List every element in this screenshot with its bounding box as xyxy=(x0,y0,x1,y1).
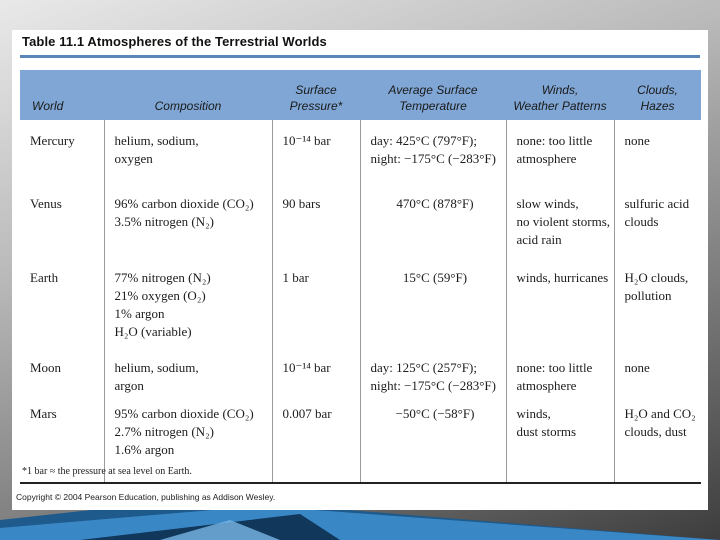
cell-composition-line: 1.6% argon xyxy=(114,442,175,458)
header-temperature: Average Surface Temperature xyxy=(360,70,506,120)
cell-composition-line: 96% carbon dioxide (CO₂) xyxy=(114,196,254,212)
cell-temperature-line: 15°C (59°F) xyxy=(402,269,468,285)
cell-clouds xyxy=(614,265,701,355)
header-winds: Winds, Weather Patterns xyxy=(506,70,614,120)
cell-winds xyxy=(506,355,614,402)
table-row xyxy=(20,120,701,191)
cell-clouds xyxy=(614,191,701,264)
cell-pressure: 0.007 bar xyxy=(272,401,360,483)
table-card xyxy=(12,30,708,510)
cell-composition xyxy=(104,355,272,402)
table-row xyxy=(20,265,701,355)
cell-composition-line: 2.7% nitrogen (N₂) xyxy=(114,424,214,440)
cell-temperature-line: 470°C (878°F) xyxy=(396,196,474,212)
cell-composition-line: 21% oxygen (O₂) xyxy=(114,287,206,303)
cell-winds-line: dust storms xyxy=(516,424,577,440)
cell-temperature xyxy=(360,355,506,402)
table-row xyxy=(20,191,701,264)
cell-clouds-line: clouds, dust xyxy=(624,424,687,440)
cell-clouds-line: H₂O clouds, xyxy=(624,269,689,285)
cell-temperature-line: day: 425°C (797°F); xyxy=(370,133,477,148)
cell-composition-line: H₂O (variable) xyxy=(114,323,192,339)
cell-temperature xyxy=(360,401,506,483)
cell-temperature-line: night: −175°C (−283°F) xyxy=(370,151,496,166)
cell-world: Venus xyxy=(30,196,62,212)
cell-temperature-line: night: −175°C (−283°F) xyxy=(370,377,496,393)
cell-temperature xyxy=(360,265,506,355)
cell-clouds-line: H₂O and CO₂ xyxy=(624,406,696,422)
header-pressure: Surface Pressure* xyxy=(272,70,360,120)
cell-winds-line: acid rain xyxy=(516,232,562,248)
cell-composition xyxy=(104,120,272,191)
cell-composition xyxy=(104,265,272,355)
cell-world: Mars xyxy=(30,406,57,422)
footnote: *1 bar ≈ the pressure at sea level on Earth. xyxy=(22,466,192,477)
atmospheres-table xyxy=(20,70,701,484)
cell-clouds-line: pollution xyxy=(624,287,672,303)
cell-world: Moon xyxy=(30,359,62,375)
cell-composition-line: 77% nitrogen (N₂) xyxy=(114,269,211,285)
cell-winds xyxy=(506,120,614,191)
cell-world: Mercury xyxy=(30,133,75,148)
cell-winds-line: atmosphere xyxy=(516,151,577,166)
cell-composition-line: 1% argon xyxy=(114,305,165,321)
cell-pressure: 10⁻¹⁴ bar xyxy=(272,355,360,402)
cell-winds-line: slow winds, xyxy=(516,196,579,212)
cell-temperature-line: −50°C (−58°F) xyxy=(395,406,475,422)
cell-composition-line: 95% carbon dioxide (CO₂) xyxy=(114,406,254,422)
cell-winds xyxy=(506,265,614,355)
cell-clouds xyxy=(614,120,701,191)
cell-winds-line: atmosphere xyxy=(516,377,577,393)
cell-composition-line: argon xyxy=(114,377,144,393)
cell-winds-line: none: too little xyxy=(516,359,593,375)
cell-winds-line: winds, xyxy=(516,406,551,422)
cell-composition-line: 3.5% nitrogen (N₂) xyxy=(114,214,214,230)
cell-pressure: 1 bar xyxy=(272,265,360,355)
cell-clouds-line: none xyxy=(624,133,650,148)
cell-clouds xyxy=(614,401,701,483)
cell-composition-line: oxygen xyxy=(114,151,153,166)
header-composition: Composition xyxy=(104,70,272,120)
table-row xyxy=(20,355,701,402)
header-clouds: Clouds, Hazes xyxy=(614,70,701,120)
title-rule xyxy=(20,55,700,58)
cell-clouds xyxy=(614,355,701,402)
cell-composition-line: helium, sodium, xyxy=(114,359,199,375)
cell-composition-line: helium, sodium, xyxy=(114,133,199,148)
cell-temperature xyxy=(360,120,506,191)
cell-pressure: 90 bars xyxy=(272,191,360,264)
table-title: Table 11.1 Atmospheres of the Terrestrial Worlds xyxy=(22,34,327,49)
cell-world: Earth xyxy=(30,269,59,285)
cell-clouds-line: sulfuric acid xyxy=(624,196,690,212)
cell-temperature-line: day: 125°C (257°F); xyxy=(370,359,477,375)
cell-pressure: 10⁻¹⁴ bar xyxy=(272,120,360,191)
table-header-row xyxy=(20,70,701,120)
cell-winds-line: no violent storms, xyxy=(516,214,611,230)
cell-winds xyxy=(506,401,614,483)
cell-clouds-line: none xyxy=(624,359,650,375)
copyright: Copyright © 2004 Pearson Education, publishing as Addison Wesley. xyxy=(16,492,276,502)
cell-winds-line: none: too little xyxy=(516,133,593,148)
cell-temperature xyxy=(360,191,506,264)
header-world: World xyxy=(20,70,104,120)
cell-clouds-line: clouds xyxy=(624,214,659,230)
cell-composition xyxy=(104,191,272,264)
cell-winds-line: winds, hurricanes xyxy=(516,269,609,285)
cell-winds xyxy=(506,191,614,264)
